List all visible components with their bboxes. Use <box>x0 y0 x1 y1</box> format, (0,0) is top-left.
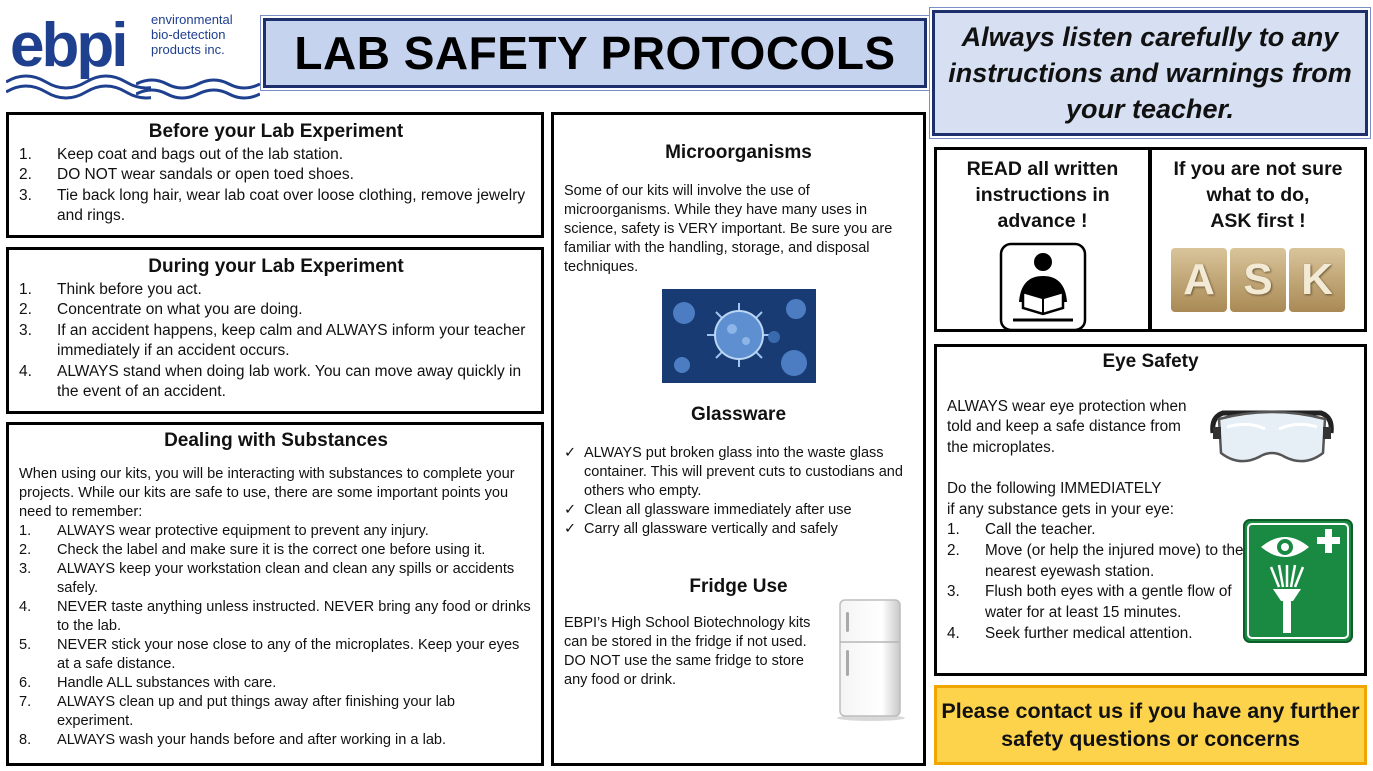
glassware-list <box>564 444 913 539</box>
item-number: 1. <box>947 521 960 539</box>
list-item <box>19 321 533 362</box>
eye-safety-intro: ALWAYS wear eye protection when told and keep a safe distance from the microplates. <box>947 397 1187 457</box>
item-text: Concentrate on what you are doing. <box>57 301 303 318</box>
substances-title: Dealing with Substances <box>164 430 388 451</box>
item-number: 4. <box>19 362 32 380</box>
item-number: 8. <box>19 732 32 748</box>
checkmark-icon: ✓ <box>564 502 577 518</box>
substances-list <box>19 522 533 750</box>
eye-steps-list <box>947 520 1247 644</box>
contact-banner <box>934 685 1367 765</box>
list-item <box>19 560 533 598</box>
middle-panel <box>551 112 926 766</box>
svg-text:ebpi: ebpi <box>10 11 126 80</box>
checkmark-icon: ✓ <box>564 521 577 537</box>
ebpi-logo-mark <box>6 4 151 104</box>
list-item <box>19 186 533 227</box>
item-text: Keep coat and bags out of the lab station. <box>57 145 344 163</box>
item-text: Seek further medical attention. <box>985 624 1193 642</box>
item-text: If an accident happens, keep calm and ALWAYS inform your teacher immediately if an accident occurs. <box>57 321 526 359</box>
ask-block: A <box>1171 248 1227 312</box>
eye-do-line: Do the following IMMEDIATELY <box>947 479 1162 497</box>
item-text: ALWAYS clean up and put things away after finishing your lab experiment. <box>57 694 456 729</box>
list-item <box>947 541 1247 582</box>
list-item <box>19 362 533 403</box>
title-banner <box>263 18 927 88</box>
item-text: ALWAYS wash your hands before and after working in a lab. <box>57 732 447 748</box>
during-experiment-list <box>19 280 533 403</box>
list-item <box>947 520 1247 541</box>
list-item <box>564 520 913 539</box>
item-number: 5. <box>19 637 32 653</box>
item-number: 2. <box>19 166 32 183</box>
item-text: ALWAYS put broken glass into the waste glass container. This will prevent cuts to custodians and others who empty. <box>584 445 903 499</box>
item-text: Move (or help the injured move) to the nearest eyewash station. <box>985 541 1244 580</box>
read-line: READ all written <box>966 158 1119 180</box>
item-text: Check the label and make sure it is the correct one before using it. <box>57 542 486 558</box>
substances-panel <box>6 422 544 766</box>
logo-line: environmental <box>151 12 233 27</box>
item-text: Tie back long hair, wear lab coat over loose clothing, remove jewelry and rings. <box>57 186 526 224</box>
ebpi-logo <box>6 4 256 104</box>
listen-banner <box>932 10 1368 136</box>
eyewash-station-icon <box>1243 519 1353 643</box>
ask-line: If you are not sure <box>1173 158 1343 180</box>
checkmark-icon: ✓ <box>564 445 577 461</box>
before-experiment-panel <box>6 112 544 238</box>
fridge-row <box>564 614 913 722</box>
read-line: advance ! <box>997 210 1088 232</box>
list-item <box>19 598 533 636</box>
item-text: Carry all glassware vertically and safely <box>584 521 838 537</box>
virus-image <box>662 289 816 383</box>
item-text: DO NOT wear sandals or open toed shoes. <box>57 166 354 183</box>
list-item <box>564 501 913 520</box>
item-number: 3. <box>19 321 32 339</box>
item-text: Think before you act. <box>57 280 202 298</box>
reading-person-icon <box>999 242 1087 332</box>
item-number: 3. <box>19 561 32 577</box>
list-item <box>19 165 533 186</box>
item-text: ALWAYS keep your workstation clean and clean any spills or accidents safely. <box>57 561 515 596</box>
list-item <box>19 693 533 731</box>
ask-blocks-image <box>1152 248 1364 312</box>
fridge-text: EBPI’s High School Biotechnology kits can be stored in the fridge if not used. DO NOT use the same fridge to store any food or drink. <box>564 615 811 688</box>
eye-do-line: if any substance gets in your eye: <box>947 500 1175 518</box>
contact-text: Please contact us if you have any further safety questions or concerns <box>941 699 1360 751</box>
item-text: NEVER stick your nose close to any of the microplates. Keep your eyes at a safe distance. <box>57 637 520 672</box>
item-text: ALWAYS stand when doing lab work. You can move away quickly in the event of an accident. <box>57 362 522 400</box>
logo-waves <box>136 76 260 102</box>
ask-line: what to do, <box>1206 184 1310 206</box>
microorganisms-text: Some of our kits will involve the use of microorganisms. While they have many uses in science, safety is VERY important. Be sure you are familiar with the handling, storage, and disposal techniques. <box>564 183 893 275</box>
before-experiment-list <box>19 145 533 227</box>
item-text: NEVER taste anything unless instructed. NEVER bring any food or drinks to the lab. <box>57 599 531 634</box>
item-number: 3. <box>19 186 32 204</box>
ask-line: ASK first ! <box>1210 210 1306 232</box>
item-text: Handle ALL substances with care. <box>57 675 277 691</box>
ask-block: K <box>1289 248 1345 312</box>
logo-line: bio-detection <box>151 27 226 42</box>
item-number: 3. <box>947 583 960 601</box>
before-experiment-title: Before your Lab Experiment <box>148 121 404 142</box>
microorganisms-title: Microorganisms <box>665 142 812 163</box>
list-item <box>19 731 533 750</box>
logo-company-name <box>151 12 233 57</box>
fridge-title: Fridge Use <box>689 576 788 597</box>
list-item <box>19 145 533 166</box>
ask-first-panel <box>1149 147 1367 332</box>
list-item <box>19 541 533 560</box>
item-number: 1. <box>19 145 32 163</box>
item-number: 4. <box>19 599 32 615</box>
list-item <box>19 636 533 674</box>
list-item <box>947 624 1247 645</box>
item-text: Clean all glassware immediately after use <box>584 502 852 518</box>
item-text: Call the teacher. <box>985 521 1096 539</box>
eye-safety-panel <box>934 344 1367 676</box>
list-item <box>19 300 533 321</box>
fridge-icon <box>834 598 908 722</box>
listen-banner-text: Always listen carefully to any instructions and warnings from your teacher. <box>948 22 1352 124</box>
substances-intro: When using our kits, you will be interacting with substances to complete your projects. While our kits are safe to use, there are some important points you need to remember: <box>19 466 515 520</box>
list-item <box>564 444 913 501</box>
read-line: instructions in <box>975 184 1110 206</box>
page-title: LAB SAFETY PROTOCOLS <box>294 27 896 79</box>
list-item <box>19 522 533 541</box>
item-number: 2. <box>947 541 960 559</box>
ask-block: S <box>1230 248 1286 312</box>
during-experiment-title: During your Lab Experiment <box>148 256 404 277</box>
glassware-title: Glassware <box>690 404 787 425</box>
item-number: 7. <box>19 694 32 710</box>
list-item <box>947 582 1247 623</box>
list-item <box>19 674 533 693</box>
item-number: 4. <box>947 624 960 642</box>
safety-goggles-icon <box>1209 397 1335 475</box>
item-text: Flush both eyes with a gentle flow of water for at least 15 minutes. <box>985 583 1232 622</box>
eye-safety-title: Eye Safety <box>1102 351 1199 372</box>
item-number: 1. <box>19 523 32 539</box>
item-number: 1. <box>19 280 32 298</box>
list-item <box>19 280 533 301</box>
logo-line: products inc. <box>151 42 225 57</box>
read-instructions-panel <box>934 147 1151 332</box>
during-experiment-panel <box>6 247 544 414</box>
item-number: 2. <box>19 542 32 558</box>
item-number: 6. <box>19 675 32 691</box>
item-text: ALWAYS wear protective equipment to prevent any injury. <box>57 523 429 539</box>
item-number: 2. <box>19 301 32 318</box>
